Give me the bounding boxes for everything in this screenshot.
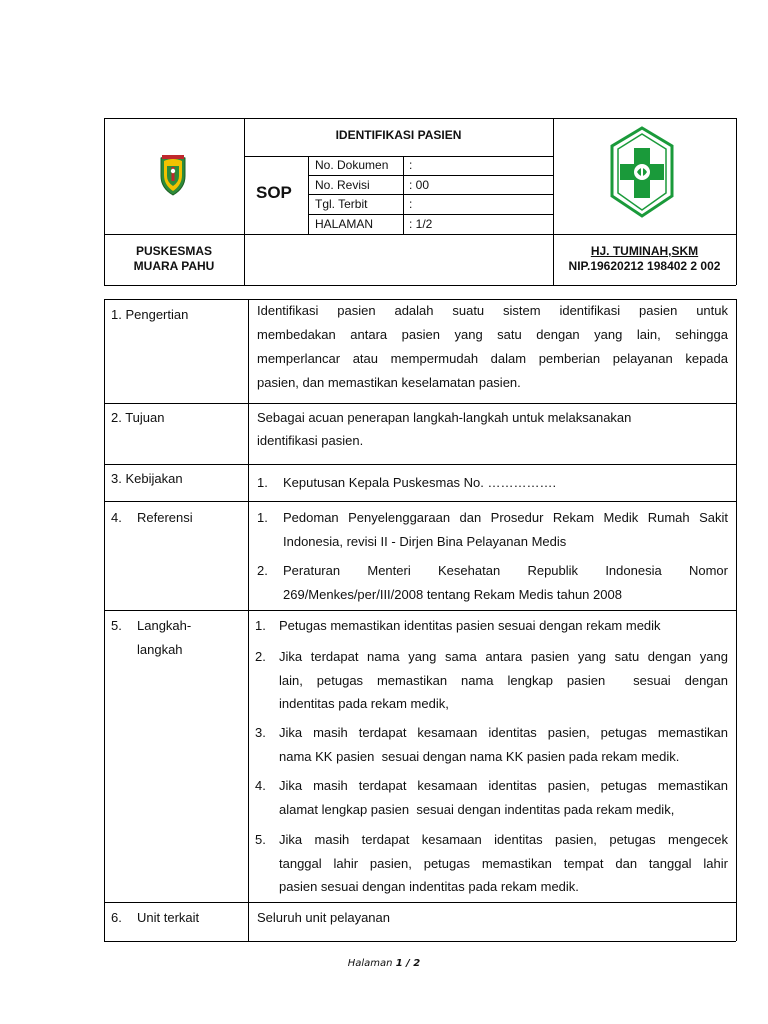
org-line-2: MUARA PAHU [133, 259, 215, 273]
langkah-line: indentitas pada rekam medik, [279, 696, 449, 711]
kebijakan-item-text: Keputusan Kepala Puskesmas No. ……………. [283, 475, 557, 490]
meta-no-dokumen-value: : [409, 158, 413, 172]
unit-number: 6. [111, 910, 122, 925]
langkah-item [255, 774, 728, 821]
langkah-line: Petugas memastikan identitas pasien sesuai dengan rekam medik [279, 618, 661, 633]
langkah-line: Jika masih terdapat kesamaan identitas pasien, petugas memastikan [279, 725, 728, 740]
footer-page-number: 1 / 2 [395, 958, 421, 969]
label-kebijakan: 3. Kebijakan [111, 471, 183, 486]
langkah-item-text [279, 828, 728, 899]
unit-label: Unit terkait [137, 910, 200, 925]
pengertian-line: memperlancar atau mempermudah dalam pemberian pelayanan kepada [257, 351, 728, 366]
pengertian-text [257, 299, 728, 395]
tujuan-line: identifikasi pasien. [257, 433, 364, 448]
pengertian-line: pasien, dan memastikan keselamatan pasien. [257, 375, 521, 390]
langkah-line: alamat lengkap pasien sesuai dengan indentitas pada rekam medik, [279, 801, 675, 817]
referensi-item [257, 506, 728, 553]
langkah-label-line-1: Langkah- [137, 618, 192, 633]
signer-nip: NIP.19620212 198402 2 002 [568, 259, 721, 273]
referensi-label: Referensi [137, 510, 193, 525]
referensi-item-text [283, 506, 728, 553]
langkah-item-number: 5. [255, 832, 266, 847]
kebijakan-item [257, 471, 728, 495]
tujuan-text [257, 406, 728, 452]
meta-no-revisi-label: No. Revisi [315, 178, 370, 192]
langkah-item-text [279, 721, 728, 768]
page-footer [0, 958, 768, 969]
langkah-line: Jika masih terdapat kesamaan identitas pasien, petugas mengecek [279, 832, 728, 847]
org-name [104, 244, 244, 274]
document-title: IDENTIFIKASI PASIEN [335, 128, 462, 142]
langkah-item-number: 2. [255, 649, 266, 664]
langkah-item [255, 828, 728, 899]
referensi-item-number: 1. [257, 510, 268, 525]
meta-halaman-value: : 1/2 [409, 217, 433, 231]
label-langkah [111, 614, 241, 657]
referensi-line: Indonesia, revisi II - Dirjen Bina Pelayanan Medis [283, 533, 567, 549]
label-referensi [111, 506, 241, 530]
langkah-item [255, 614, 728, 638]
kebijakan-item-number: 1. [257, 475, 268, 490]
langkah-item-text [279, 614, 728, 638]
referensi-line: 269/Menkes/per/III/2008 tentang Rekam Medis tahun 2008 [283, 586, 622, 602]
label-tujuan: 2. Tujuan [111, 410, 165, 425]
referensi-item-text [283, 559, 728, 606]
langkah-line: lain, petugas memastikan nama lengkap pasien sesuai dengan [279, 672, 728, 688]
regional-emblem-logo [159, 154, 187, 196]
langkah-number: 5. [111, 618, 122, 633]
unit-text: Seluruh unit pelayanan [257, 910, 390, 925]
langkah-item-text [279, 774, 728, 821]
signer-name: HJ. TUMINAH,SKM [590, 244, 699, 258]
langkah-line: pasien sesuai dengan indentitas pada rekam medik. [279, 879, 579, 894]
referensi-number: 4. [111, 510, 122, 525]
puskesmas-logo [610, 126, 674, 218]
langkah-item-number: 3. [255, 725, 266, 740]
meta-tgl-terbit-value: : [409, 197, 413, 211]
referensi-line: Pedoman Penyelenggaraan dan Prosedur Rekam Medik Rumah Sakit [283, 510, 728, 525]
referensi-item-number: 2. [257, 563, 268, 578]
footer-prefix: Halaman [347, 958, 396, 969]
referensi-line: Peraturan Menteri Kesehatan Republik Indonesia Nomor [283, 563, 728, 578]
referensi-item [257, 559, 728, 606]
langkah-item [255, 645, 728, 716]
langkah-line: nama KK pasien sesuai dengan nama KK pasien pada rekam medik. [279, 748, 680, 764]
langkah-line: tanggal lahir pasien, petugas memastikan tempat dan tanggal lahir [279, 855, 728, 871]
sop-label: SOP [256, 183, 292, 202]
meta-no-revisi-value: : 00 [409, 178, 430, 192]
langkah-item-text [279, 645, 728, 716]
pengertian-line: membedakan antara pasien yang satu dengan yang lain, sehingga [257, 327, 728, 342]
langkah-item [255, 721, 728, 768]
org-line-1: PUSKESMAS [135, 244, 212, 258]
langkah-line: Jika terdapat nama yang sama antara pasien yang satu dengan yang [279, 649, 728, 664]
langkah-line: Jika masih terdapat kesamaan identitas pasien, petugas memastikan [279, 778, 728, 793]
langkah-label-line-2: langkah [137, 642, 183, 657]
pengertian-line: Identifikasi pasien adalah suatu sistem identifikasi pasien untuk [257, 303, 728, 318]
langkah-item-number: 1. [255, 618, 266, 633]
langkah-item-number: 4. [255, 778, 266, 793]
meta-tgl-terbit-label: Tgl. Terbit [315, 197, 368, 211]
label-pengertian: 1. Pengertian [111, 307, 189, 322]
label-unit-terkait [111, 906, 241, 930]
meta-no-dokumen-label: No. Dokumen [315, 158, 389, 172]
meta-halaman-label: HALAMAN [315, 217, 374, 231]
signer [553, 244, 736, 274]
tujuan-line: Sebagai acuan penerapan langkah-langkah untuk melaksanakan [257, 410, 632, 425]
